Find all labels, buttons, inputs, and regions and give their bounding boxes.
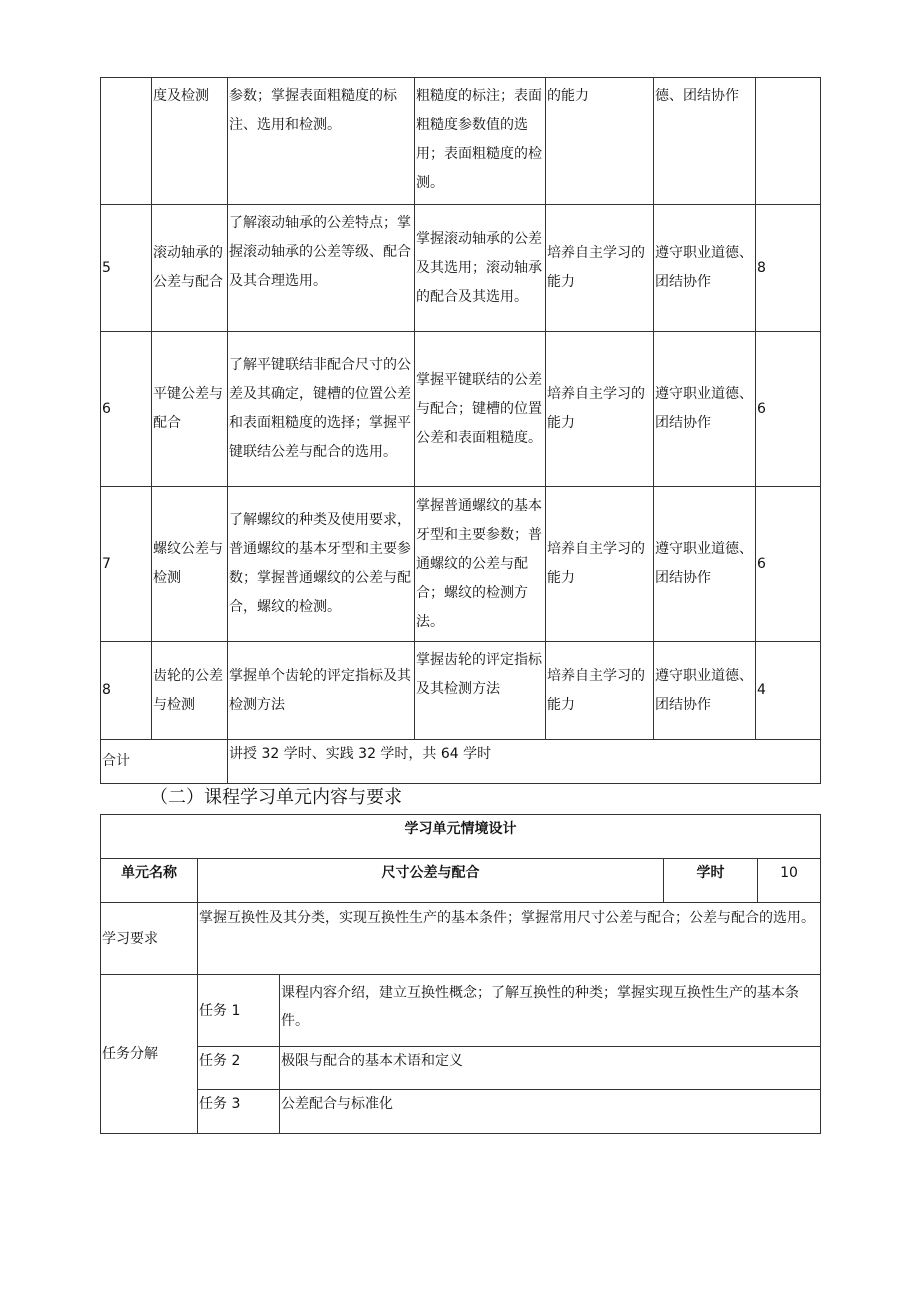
hours: 6 xyxy=(756,332,821,487)
table-row xyxy=(101,903,821,975)
quality-req: 遵守职业道德、团结协作 xyxy=(654,487,756,642)
hours: 4 xyxy=(756,642,821,740)
unit-name: 平键公差与配合 xyxy=(152,332,228,487)
task-name: 任务 2 xyxy=(198,1047,280,1090)
ability-req: 培养自主学习的能力 xyxy=(546,487,654,642)
unit-name: 度及检测 xyxy=(152,78,228,205)
hours-label: 学时 xyxy=(664,859,758,903)
unit-name-value: 尺寸公差与配合 xyxy=(198,859,664,903)
table-header: 学习单元情境设计 xyxy=(101,815,821,859)
total-label: 合计 xyxy=(101,740,228,784)
table-row xyxy=(101,487,821,642)
quality-req: 遵守职业道德、团结协作 xyxy=(654,642,756,740)
requirement-label: 学习要求 xyxy=(101,903,198,975)
knowledge-req: 了解螺纹的种类及使用要求，普通螺纹的基本牙型和主要参数；掌握普通螺纹的公差与配合，螺纹的检测。 xyxy=(228,487,415,642)
table-row xyxy=(101,78,821,205)
table-row xyxy=(101,1090,821,1134)
skill-req: 掌握普通螺纹的基本牙型和主要参数；普通螺纹的公差与配合；螺纹的检测方法。 xyxy=(415,487,546,642)
table-row xyxy=(101,975,821,1047)
unit-design-table xyxy=(100,814,821,1134)
unit-name: 螺纹公差与检测 xyxy=(152,487,228,642)
quality-req: 遵守职业道德、团结协作 xyxy=(654,332,756,487)
total-text: 讲授 32 学时、实践 32 学时，共 64 学时 xyxy=(228,740,821,784)
unit-name: 齿轮的公差与检测 xyxy=(152,642,228,740)
knowledge-req: 了解滚动轴承的公差特点；掌握滚动轴承的公差等级、配合及其合理选用。 xyxy=(228,205,415,332)
skill-req: 掌握平键联结的公差与配合；键槽的位置公差和表面粗糙度。 xyxy=(415,332,546,487)
total-row xyxy=(101,740,821,784)
hours: 8 xyxy=(756,205,821,332)
table-row xyxy=(101,859,821,903)
hours xyxy=(756,78,821,205)
row-number: 8 xyxy=(101,642,152,740)
knowledge-req: 掌握单个齿轮的评定指标及其检测方法 xyxy=(228,642,415,740)
course-hours-table xyxy=(100,77,821,784)
quality-req: 遵守职业道德、团结协作 xyxy=(654,205,756,332)
task-breakdown-label: 任务分解 xyxy=(101,975,198,1134)
ability-req: 培养自主学习的能力 xyxy=(546,332,654,487)
task-desc: 课程内容介绍，建立互换性概念；了解互换性的种类；掌握实现互换性生产的基本条件。 xyxy=(280,975,821,1047)
row-number: 7 xyxy=(101,487,152,642)
table-header-row xyxy=(101,815,821,859)
row-number: 6 xyxy=(101,332,152,487)
knowledge-req: 了解平键联结非配合尺寸的公差及其确定，键槽的位置公差和表面粗糙度的选择；掌握平键联结公差与配合的选用。 xyxy=(228,332,415,487)
hours: 6 xyxy=(756,487,821,642)
knowledge-req: 参数；掌握表面粗糙度的标注、选用和检测。 xyxy=(228,78,415,205)
ability-req: 的能力 xyxy=(546,78,654,205)
skill-req: 掌握齿轮的评定指标及其检测方法 xyxy=(415,642,546,740)
row-number xyxy=(101,78,152,205)
ability-req: 培养自主学习的能力 xyxy=(546,205,654,332)
skill-req: 粗糙度的标注；表面粗糙度参数值的选用；表面粗糙度的检测。 xyxy=(415,78,546,205)
table-row xyxy=(101,642,821,740)
task-desc: 极限与配合的基本术语和定义 xyxy=(280,1047,821,1090)
ability-req: 培养自主学习的能力 xyxy=(546,642,654,740)
table-row xyxy=(101,332,821,487)
task-name: 任务 3 xyxy=(198,1090,280,1134)
requirement-text: 掌握互换性及其分类，实现互换性生产的基本条件；掌握常用尺寸公差与配合；公差与配合的选用。 xyxy=(198,903,821,975)
task-desc: 公差配合与标准化 xyxy=(280,1090,821,1134)
hours-value: 10 xyxy=(758,859,821,903)
table-row xyxy=(101,1047,821,1090)
section-title: （二）课程学习单元内容与要求 xyxy=(150,787,402,808)
unit-name-label: 单元名称 xyxy=(101,859,198,903)
skill-req: 掌握滚动轴承的公差及其选用；滚动轴承的配合及其选用。 xyxy=(415,205,546,332)
table-row xyxy=(101,205,821,332)
unit-name: 滚动轴承的公差与配合 xyxy=(152,205,228,332)
quality-req: 德、团结协作 xyxy=(654,78,756,205)
row-number: 5 xyxy=(101,205,152,332)
task-name: 任务 1 xyxy=(198,975,280,1047)
